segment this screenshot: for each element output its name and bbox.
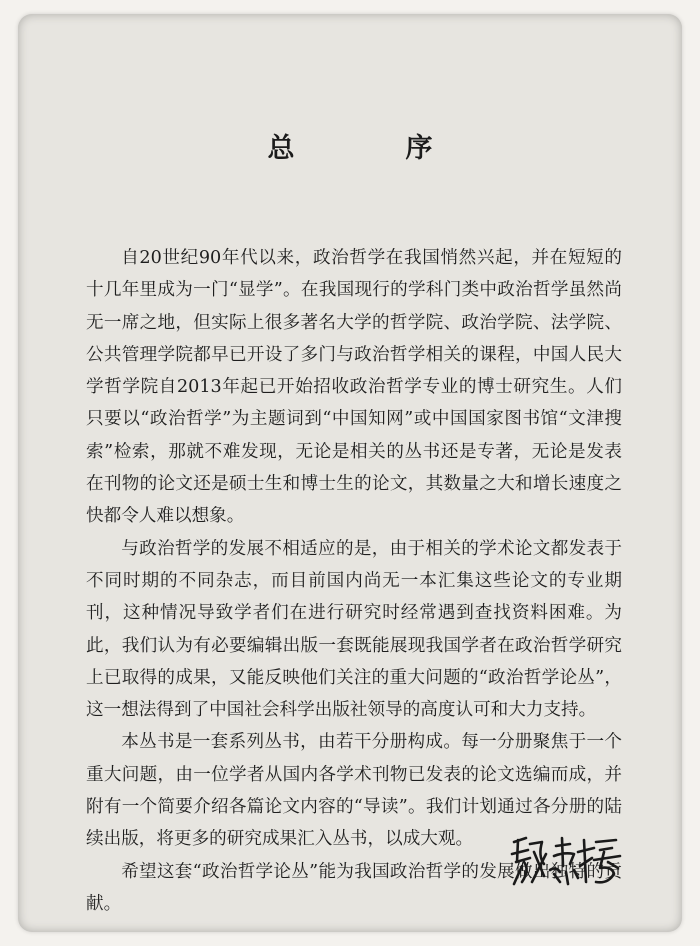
handwritten-signature	[508, 832, 628, 896]
page-title: 总 序	[267, 133, 475, 164]
preface-body	[86, 242, 622, 920]
paragraph-2: 与政治哲学的发展不相适应的是，由于相关的学术论文都发表于不同时期的不同杂志，而目前国内尚无一本汇集这些论文的专业期刊，这种情况导致学者们在进行研究时经常遇到查找资料困难。为此，我们认为有必要编辑出版一套既能展现我国学者在政治哲学研究上已取得的成果，又能反映他们关注的重大问题的“政治哲学论丛”，这一想法得到了中国社会科学出版社领导的高度认可和大力支持。	[86, 538, 622, 721]
paragraph-3: 本丛书是一套系列丛书，由若干分册构成。每一分册聚焦于一个重大问题，由一位学者从国内各学术刊物已发表的论文选编而成，并附有一个简要介绍各篇论文内容的“导读”。我们计划通过各分册的陆续出版，将更多的研究成果汇入丛书，以成大观。	[86, 732, 622, 850]
paragraph-4: 希望这套“政治哲学论丛”能为我国政治哲学的发展做出独特的贡献。	[86, 861, 622, 914]
paragraph-1: 自20世纪90年代以来，政治哲学在我国悄然兴起，并在短短的十几年里成为一门“显学”。在我国现行的学科门类中政治哲学虽然尚无一席之地，但实际上很多著名大学的哲学院、政治学院、法学院、公共管理学院都早已开设了多门与政治哲学相关的课程，中国人民大学哲学院自2013年起已开始招收政治哲学专业的博士研究生。人们只要以“政治哲学”为主题词到“中国知网”或中国国家图书馆“文津搜索”检索，那就不难发现，无论是相关的丛书还是专著，无论是发表在刊物的论文还是硕士生和博士生的论文，其数量之大和增长速度之快都令人难以想象。	[86, 248, 622, 527]
